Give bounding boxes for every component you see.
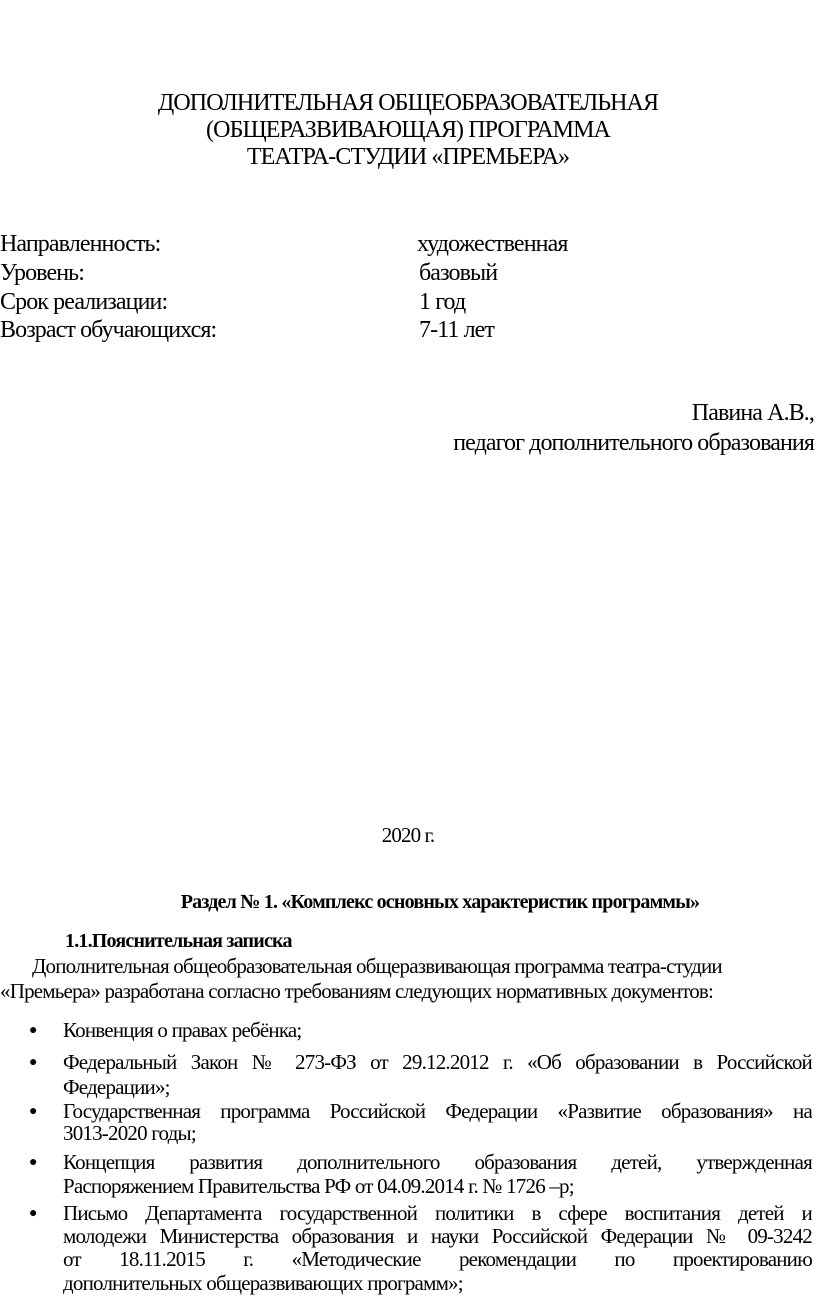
title-line-2: (ОБЩЕРАЗВИВАЮЩАЯ) ПРОГРАММА xyxy=(206,117,610,143)
author-role: педагог дополнительного образования xyxy=(453,430,814,456)
bullet-icon: ● xyxy=(29,1104,38,1119)
title-line-1: ДОПОЛНИТЕЛЬНАЯ ОБЩЕОБРАЗОВАТЕЛЬНАЯ xyxy=(157,90,659,116)
bullet-icon: ● xyxy=(29,1155,38,1170)
list-item: Государственная программа Российской Федерации «Развитие образования» на xyxy=(63,1101,812,1123)
field-label-duration: Срок реализации: xyxy=(0,289,168,315)
subsection-heading: 1.1.Пояснительная записка xyxy=(65,930,292,952)
list-item: Федеральный Закон № 273-ФЗ от 29.12.2012 г. «Об образовании в Российской xyxy=(63,1052,812,1074)
bullet-icon: ● xyxy=(29,1206,38,1221)
list-item-continuation: 3013-2020 годы; xyxy=(63,1121,196,1145)
section-heading: Раздел № 1. «Комплекс основных характеристик программы» xyxy=(180,891,700,913)
bullet-icon: ● xyxy=(29,1023,38,1038)
list-item-continuation: дополнительных общеразвивающих программ»; xyxy=(63,1271,463,1295)
list-item-continuation: Федерации»; xyxy=(63,1075,170,1099)
list-item-continuation: Распоряжением Правительства РФ от 04.09.2014 г. № 1726 –р; xyxy=(63,1174,574,1198)
list-item-continuation: молодежи Министерства образования и науки Российской Федерации № 09-3242 xyxy=(63,1226,812,1248)
intro-line-1: Дополнительная общеобразовательная общеразвивающая программа театра-студии xyxy=(32,954,722,978)
field-value-age: 7-11 лет xyxy=(419,317,495,343)
field-label-level: Уровень: xyxy=(0,260,84,286)
title-line-3: ТЕАТРА-СТУДИИ «ПРЕМЬЕРА» xyxy=(246,144,570,170)
field-label-direction: Направленность: xyxy=(0,231,161,257)
year: 2020 г. xyxy=(381,823,435,847)
field-value-duration: 1 год xyxy=(419,289,466,315)
intro-line-2: «Премьера» разработана согласно требованиям следующих нормативных документов: xyxy=(0,979,714,1003)
list-item: Письмо Департамента государственной политики в сфере воспитания детей и xyxy=(63,1203,812,1225)
list-item: Концепция развития дополнительного образования детей, утвержденная xyxy=(63,1152,812,1174)
list-item: Конвенция о правах ребёнка; xyxy=(63,1018,302,1042)
field-value-direction: художественная xyxy=(417,231,568,257)
author-name: Павина А.В., xyxy=(691,400,814,426)
bullet-icon: ● xyxy=(29,1055,38,1070)
list-item-continuation: от 18.11.2015 г. «Методические рекомендации по проектированию xyxy=(63,1249,812,1271)
field-label-age: Возраст обучающихся: xyxy=(0,317,217,343)
field-value-level: базовый xyxy=(419,260,498,286)
